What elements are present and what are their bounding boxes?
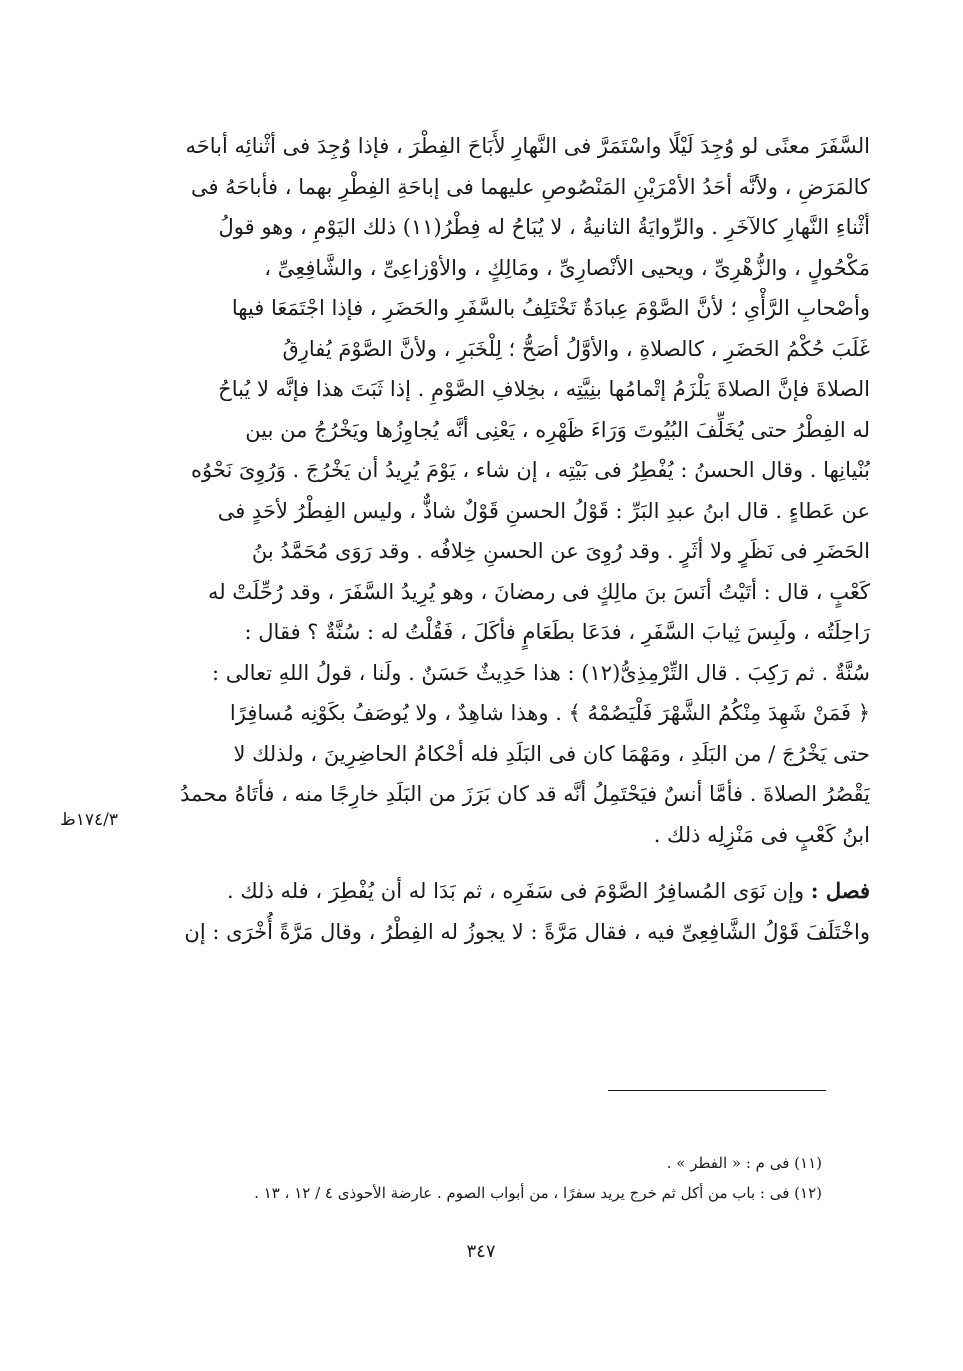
text-line: كالمَرَضِ ، ولأنَّه أحَدُ الأمْرَيْنِ المَنْصُوصِ عليهما فى إباحَةِ الفِطْرِ بهما ، فأباحَهُ فى	[190, 174, 870, 199]
text-line: كَعْبٍ ، قال : أتَيْتُ أنَسَ بنَ مالِكٍ فى رمضانَ ، وهو يُرِيدُ السَّفَرَ ، وقد رُحِّلَتْ له	[207, 579, 870, 604]
footnotes	[150, 1148, 822, 1208]
footnote: (١٢) فى : باب من أكل ثم خرج يريد سفرًا ، من أبواب الصوم . عارضة الأحوذى ٤ / ١٢ ، ١٣ .	[254, 1184, 822, 1202]
text-line: حتى يَخْرُجَ / من البَلَدِ ، ومَهْمَا كان فى البَلَدِ فله أحْكامُ الحاضِرِينَ ، ولذلك لا	[233, 741, 870, 766]
section-label: فصل :	[810, 878, 870, 903]
text-line: وأصْحابِ الرَّأْىِ ؛ لأنَّ الصَّوْمَ عِبادَةٌ تَخْتَلِفُ بالسَّفَرِ والحَضَرِ ، فإذا اجْتَمَعَا فيها	[231, 296, 870, 320]
main-text	[148, 126, 870, 952]
text-line: واخْتَلَفَ قَوْلُ الشَّافِعِىِّ فيه ، فقال مَرَّةً : لا يجوزُ له الفِطْرُ ، وقال مَرَّةً أُخْرَى : إن	[184, 919, 870, 944]
text-line: السَّفَرَ معنًى لو وُجِدَ لَيْلًا واسْتَمَرَّ فى النَّهارِ لأَبَاحَ الفِطْرَ ، فإذا وُجِدَ فى أثْنائِه أباحَه	[185, 134, 870, 158]
footnote-divider	[608, 1090, 826, 1091]
text-line: رَاحِلَتُه ، ولَبِسَ ثِيابَ السَّفَرِ ، فدَعَا بطَعَامٍ فأكَلَ ، فَقُلْتُ له : سُنَّةٌ ؟ فقال :	[244, 620, 870, 644]
text-line: بُنْيانِها . وقال الحسنُ : يُفْطِرُ فى بَيْتِه ، إن شاء ، يَوْمَ يُرِيدُ أن يَخْرُجَ . وَرُوِىَ نَحْوُه	[191, 458, 870, 482]
section-line	[148, 871, 870, 912]
text-line: ابنُ كَعْبٍ فى مَنْزِلِه ذلك .	[653, 822, 870, 847]
text-line: يَقْصُرُ الصلاةَ . فأمَّا أنسٌ فيَحْتَمِلُ أنَّه قد كان بَرَزَ من البَلَدِ خارِجًا منه ، فأتَاهُ محمدُ	[180, 782, 870, 806]
text-line: غَلَبَ حُكْمُ الحَضَرِ ، كالصلاةِ ، والأوَّلُ أصَحُّ ؛ لِلْخَبَرِ ، ولأنَّ الصَّوْمَ يُفارِقُ	[282, 336, 870, 361]
text-line: أثْناءِ النَّهارِ كالآخَرِ . والرِّوايَةُ الثانيةُ ، لا يُبَاحُ له فِطْرُ(١١) ذلك اليَوْمِ ، وهو قولُ	[218, 215, 870, 239]
text-line: الحَضَرِ فى نَظَرٍ ولا أثَرٍ . وقد رُوِىَ عن الحسنِ خِلافُه . وقد رَوَى مُحَمَّدُ بنُ	[251, 539, 870, 563]
text-line: له الفِطْرُ حتى يُخَلِّفَ البُيُوتَ وَرَاءَ ظَهْرِه ، يَعْنِى أنَّه يُجاوِزُها ويَخْرُجُ من بين	[245, 417, 870, 442]
text-line: الصلاةَ فإنَّ الصلاةَ يَلْزَمُ إتْمامُها بنِيَّتِه ، بخِلافِ الصَّوْمِ . إذا ثَبَتَ هذا فإنَّه لا يُباحُ	[218, 377, 870, 401]
text-line: عن عَطاءٍ . قال ابنُ عبدِ البَرِّ : قَوْلُ الحسنِ قَوْلٌ شاذٌّ ، وليس الفِطْرُ لأحَدٍ فى	[217, 498, 870, 523]
text-line: مَكْحُولٍ ، والزُّهْرِىِّ ، ويحيى الأنْصارِىِّ ، ومَالِكٍ ، والأوْزاعِىِّ ، والشَّافِعِىِّ ،	[264, 255, 870, 280]
text-line: ﴿ فَمَنْ شَهِدَ مِنْكُمُ الشَّهْرَ فَلْيَصُمْهُ ﴾ . وهذا شاهِدٌ ، ولا يُوصَفُ بكَوْنِه مُسافِرًا	[229, 701, 870, 725]
margin-reference: ١٧٤/٣ظ	[60, 810, 118, 830]
section-text: وإن نَوَى المُسافِرُ الصَّوْمَ فى سَفَرِه ، ثم بَدَا له أن يُفْطِرَ ، فله ذلك .	[227, 879, 805, 903]
page-number: ٣٤٧	[466, 1241, 496, 1262]
text-line: سُنَّةٌ . ثم رَكِبَ . قال التِّرْمِذِىُّ(١٢) : هذا حَدِيثٌ حَسَنٌ . ولَنا ، قولُ اللهِ تعالى :	[212, 660, 870, 685]
footnote: (١١) فى م : « الفطر » .	[666, 1154, 822, 1172]
